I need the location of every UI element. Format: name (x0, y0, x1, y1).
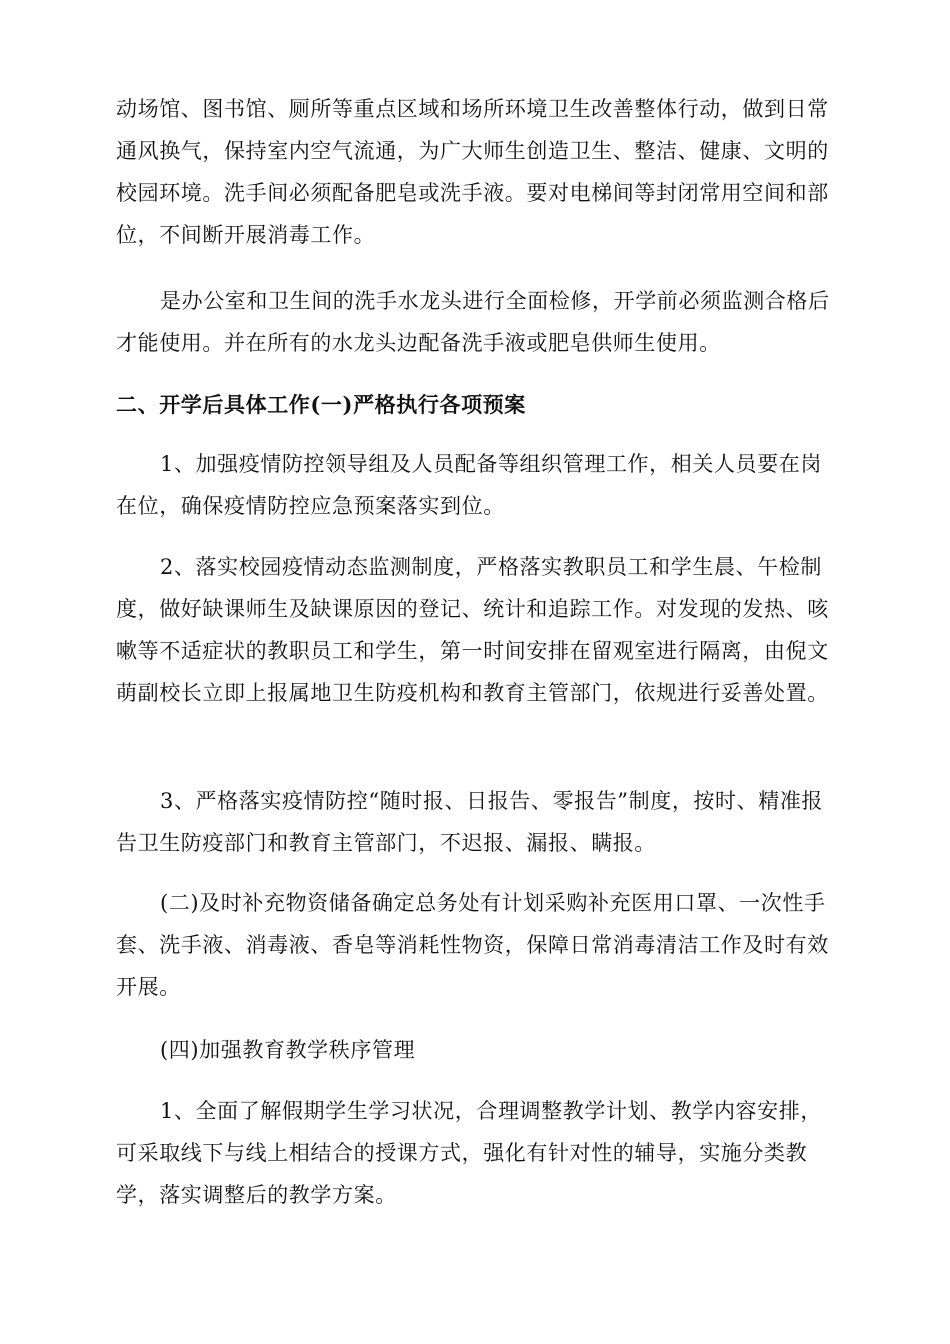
subheading-teaching-order: (四)加强教育教学秩序管理 (160, 1038, 416, 1062)
section-heading-after-school-start: 二、开学后具体工作(一)严格执行各项预案 (116, 392, 526, 417)
paragraph-supplies-reserve: (二)及时补充物资储备确定总务处有计划采购补充医用口罩、一次性手套、洗手液、消毒液、香皂等消耗性物资，保障日常消毒清洁工作及时有效开展。 (116, 891, 829, 999)
paragraph-faucet-repair: 是办公室和卫生间的洗手水龙头进行全面检修，开学前必须监测合格后才能使用。并在所有的水龙头边配备洗手液或肥皂供师生使用。 (116, 289, 830, 355)
paragraph-item-2-monitoring: 2、落实校园疫情动态监测制度，严格落实教职员工和学生晨、午检制度，做好缺课师生及缺课原因的登记、统计和追踪工作。对发现的发热、咳嗽等不适症状的教职员工和学生，第一时间安排在留观室进行隔离，由倪文萌副校长立即上报属地卫生防疫机构和教育主管部门，依规进行妥善处置。 (116, 555, 829, 705)
paragraph-item-3-reporting: 3、严格落实疫情防控“随时报、日报告、零报告”制度，按时、精准报告卫生防疫部门和教育主管部门，不迟报、漏报、瞒报。 (116, 789, 824, 855)
paragraph-campus-hygiene: 动场馆、图书馆、厕所等重点区域和场所环境卫生改善整体行动，做到日常通风换气，保持室内空气流通，为广大师生创造卫生、整洁、健康、文明的校园环境。洗手间必须配备肥皂或洗手液。要对电梯间等封闭常用空间和部位，不间断开展消毒工作。 (116, 97, 829, 247)
paragraph-item-1-leadership: 1、加强疫情防控领导组及人员配备等组织管理工作，相关人员要在岗在位，确保疫情防控应急预案落实到位。 (116, 452, 822, 518)
paragraph-teaching-plan: 1、全面了解假期学生学习状况，合理调整教学计划、教学内容安排，可采取线下与线上相结合的授课方式，强化有针对性的辅导，实施分类教学，落实调整后的教学方案。 (116, 1099, 822, 1207)
